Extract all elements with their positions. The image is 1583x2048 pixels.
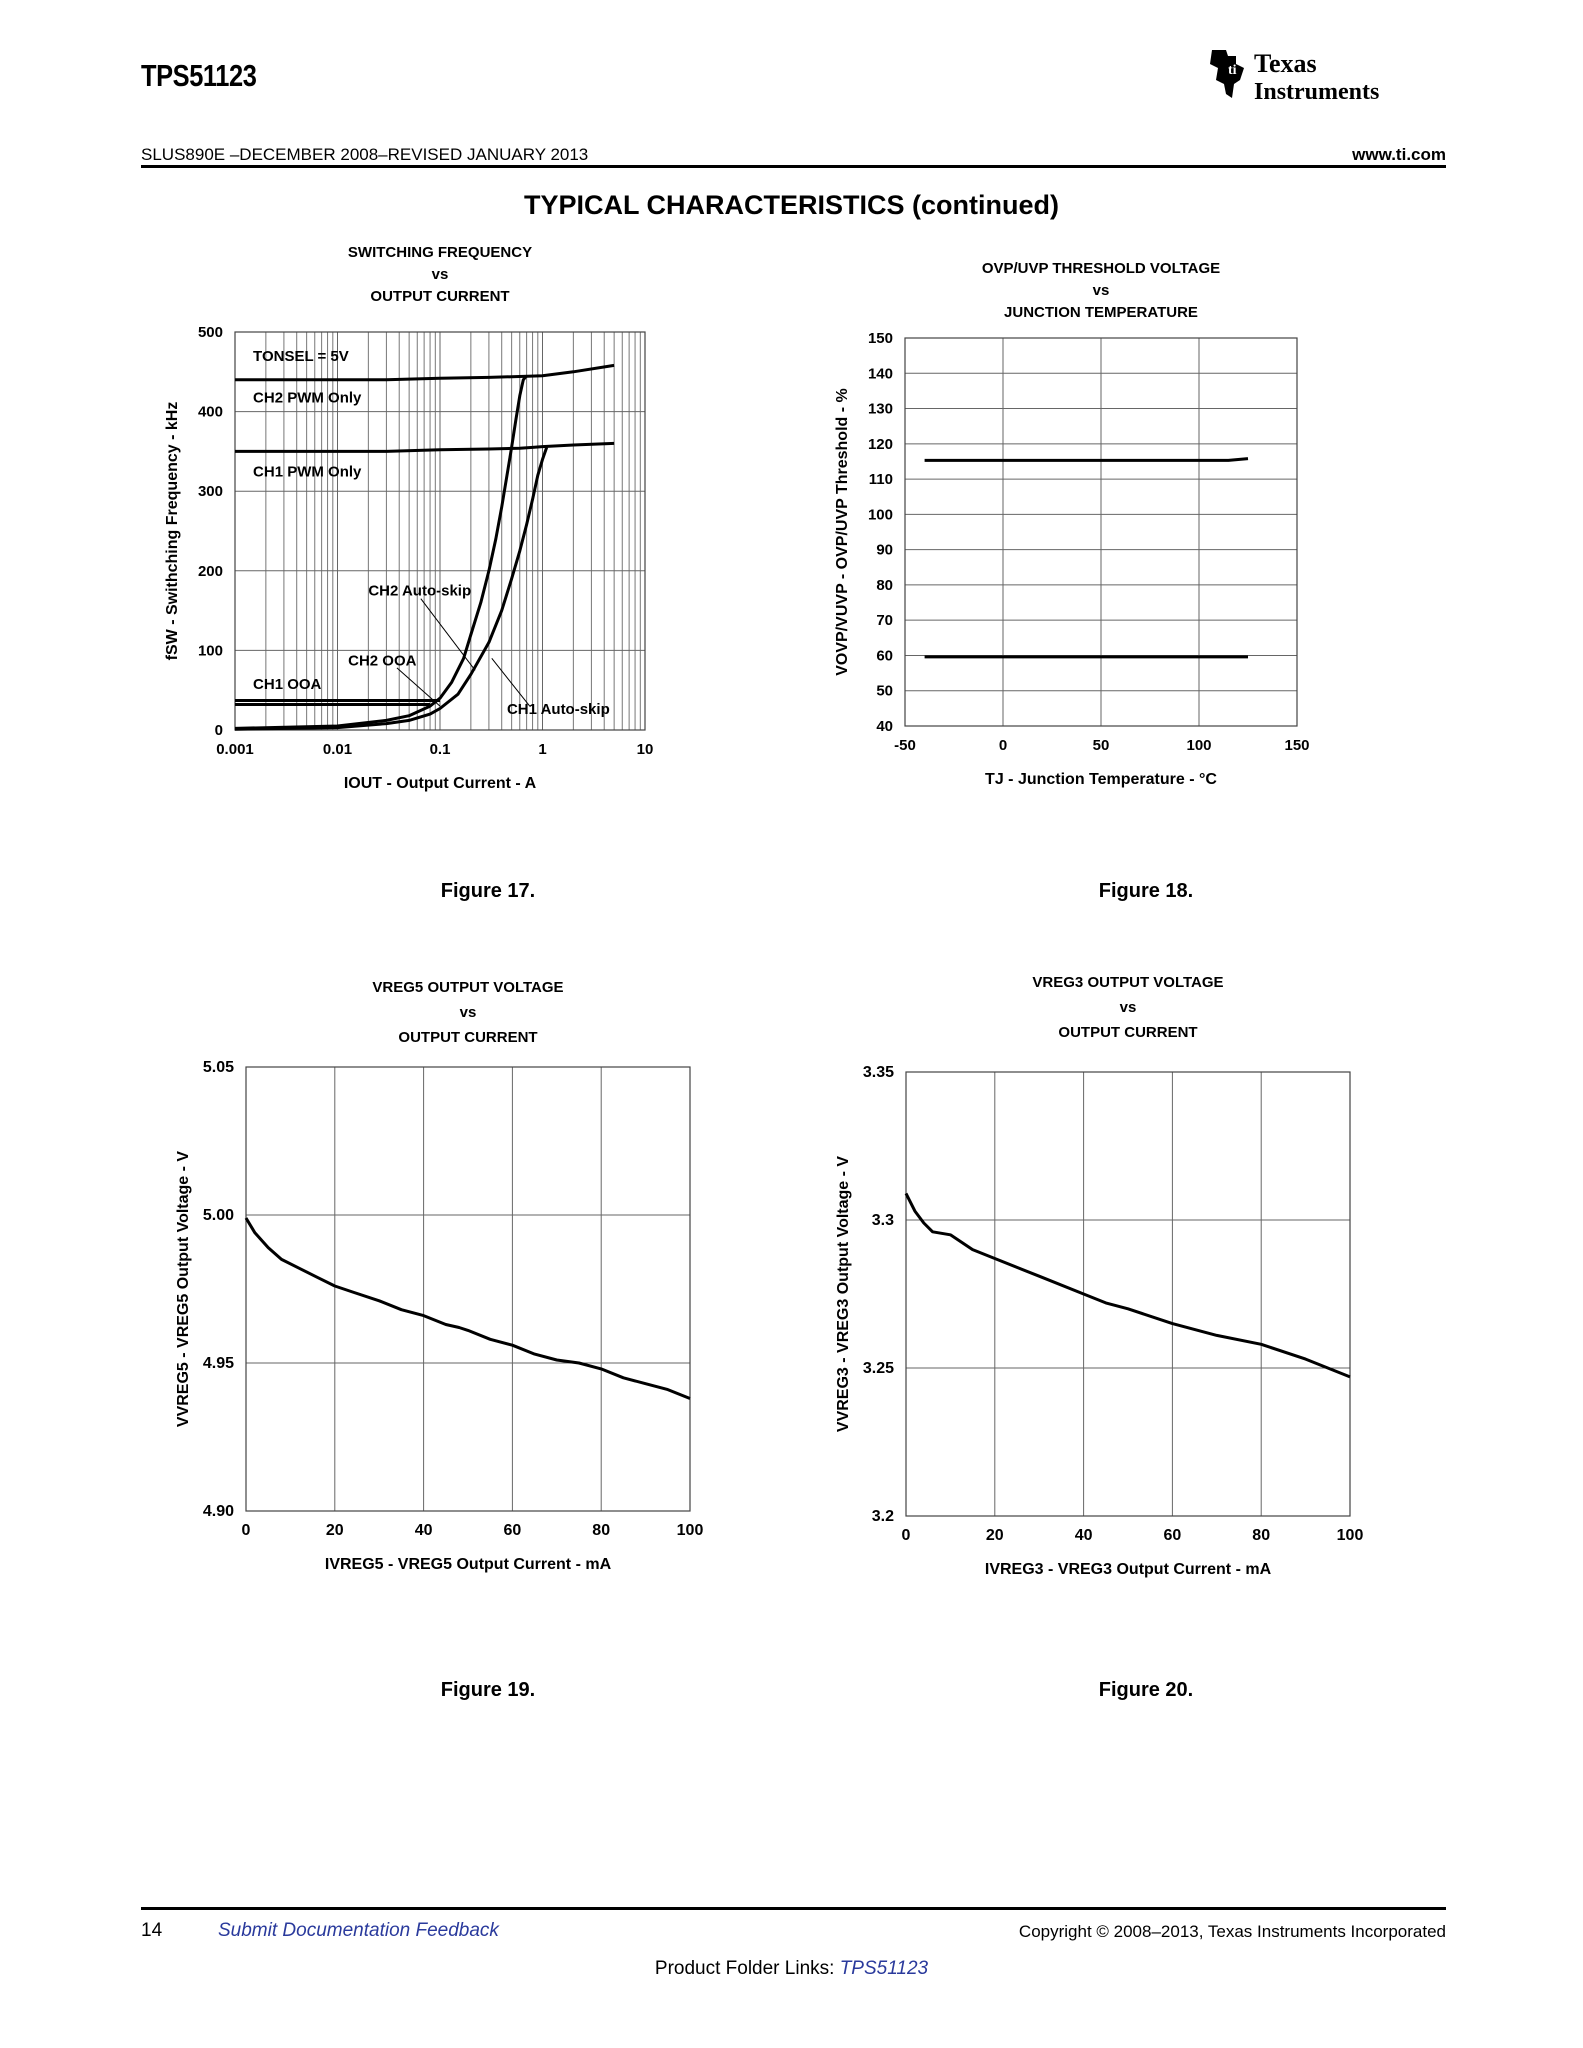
y-tick-label: 130	[867, 400, 893, 418]
y-tick-label: 40	[876, 718, 893, 735]
y-tick-label: 150	[867, 330, 893, 347]
document-reference: SLUS890E –DECEMBER 2008–REVISED JANUARY 2013	[141, 145, 589, 164]
y-tick-label: 80	[876, 576, 893, 594]
y-tick-label: 100	[197, 642, 223, 660]
chart-title-line: vs	[1119, 999, 1137, 1016]
y-tick-label: 50	[876, 682, 893, 700]
chart-title-line: SWITCHING FREQUENCY	[347, 244, 533, 261]
plot-frame	[906, 1072, 1350, 1516]
x-tick-label: 1	[538, 741, 547, 758]
y-tick-label: 140	[867, 365, 893, 383]
x-tick-label: 100	[1186, 737, 1212, 754]
x-tick-label: 0.01	[322, 741, 353, 758]
y-tick-label: 200	[197, 562, 223, 580]
chart-annotation: CH2 PWM Only	[253, 389, 362, 407]
product-folder-links	[0, 1958, 1583, 1980]
figure-caption-18: Figure 18.	[1098, 880, 1194, 902]
chart-title-line: OUTPUT CURRENT	[1058, 1024, 1198, 1041]
x-axis-label: TJ - Junction Temperature - °C	[985, 771, 1217, 788]
x-tick-label: 80	[592, 1522, 611, 1539]
x-tick-label: 10	[636, 741, 654, 758]
annotation-leader	[421, 599, 475, 671]
y-axis-label: VVREG5 - VREG5 Output Voltage - V	[175, 1150, 192, 1428]
x-tick-label: 40	[414, 1522, 433, 1539]
svg-text:ti: ti	[1228, 63, 1237, 78]
chart-vreg5-output-voltage	[160, 975, 720, 1595]
y-tick-label: 100	[867, 506, 893, 524]
chart-title-line: OUTPUT CURRENT	[370, 288, 510, 305]
x-tick-label: 20	[325, 1522, 344, 1539]
y-tick-label: 120	[867, 435, 893, 453]
chart-title-line: vs	[1092, 282, 1110, 299]
chart-title-line: VREG3 OUTPUT VOLTAGE	[1032, 974, 1224, 991]
y-tick-label: 3.2	[871, 1508, 894, 1525]
x-axis-label: IVREG3 - VREG3 Output Current - mA	[984, 1561, 1272, 1578]
chart-title-line: OUTPUT CURRENT	[398, 1029, 538, 1046]
y-tick-label: 4.90	[202, 1503, 234, 1520]
y-tick-label: 4.95	[202, 1355, 234, 1372]
header-divider	[141, 165, 1446, 168]
chart-title-line: JUNCTION TEMPERATURE	[1004, 304, 1198, 321]
annotation-leader	[492, 658, 530, 706]
y-tick-label: 110	[868, 471, 893, 489]
chart-annotation: CH2 OOA	[348, 652, 417, 670]
submit-feedback-link[interactable]: Submit Documentation Feedback	[218, 1920, 499, 1941]
series-line	[246, 1218, 690, 1399]
x-tick-label: 80	[1252, 1527, 1271, 1544]
x-tick-label: 0.001	[216, 741, 254, 758]
y-axis-label: VOVP/VUVP - OVP/UVP Threshold - %	[834, 388, 851, 676]
product-folder-link[interactable]: TPS51123	[839, 1958, 929, 1979]
chart-annotation: TONSEL = 5V	[253, 347, 349, 365]
x-tick-label: 150	[1284, 737, 1310, 754]
x-tick-label: 40	[1074, 1527, 1093, 1544]
x-tick-label: 0.1	[429, 741, 451, 758]
y-tick-label: 3.35	[862, 1064, 894, 1081]
chart-title-line: OVP/UVP THRESHOLD VOLTAGE	[981, 260, 1221, 277]
logo-line-2: Instruments	[1254, 79, 1380, 104]
y-tick-label: 500	[197, 324, 223, 341]
y-tick-label: 60	[876, 647, 893, 665]
folder-links-label: Product Folder Links:	[654, 1958, 835, 1979]
x-tick-label: 0	[901, 1527, 911, 1544]
figure-caption-17: Figure 17.	[440, 880, 536, 902]
plot-frame	[246, 1067, 690, 1511]
chart-title-line: vs	[459, 1004, 477, 1021]
chart-annotation: CH1 PWM Only	[253, 463, 362, 481]
figure-caption-20: Figure 20.	[1098, 1679, 1194, 1701]
footer-divider	[141, 1907, 1446, 1910]
section-title: TYPICAL CHARACTERISTICS (continued)	[524, 190, 1059, 220]
series-line	[906, 1193, 1350, 1377]
y-tick-label: 5.05	[202, 1059, 234, 1076]
x-tick-label: -50	[894, 737, 916, 754]
x-axis-label: IOUT - Output Current - A	[343, 775, 537, 792]
chart-title-line: VREG5 OUTPUT VOLTAGE	[372, 979, 564, 996]
y-tick-label: 3.3	[871, 1212, 894, 1229]
x-tick-label: 100	[1336, 1527, 1364, 1544]
document-part-number: TPS51123	[141, 58, 257, 93]
chart-annotation: CH1 OOA	[253, 675, 322, 693]
chart-switching-frequency	[160, 240, 680, 800]
logo-line-1: Texas	[1254, 49, 1317, 78]
x-tick-label: 60	[503, 1522, 522, 1539]
y-axis-label: fSW - Swithching Frequency - kHz	[164, 401, 181, 661]
chart-annotation: CH1 Auto-skip	[506, 700, 610, 718]
x-tick-label: 0	[998, 737, 1008, 754]
x-tick-label: 50	[1092, 737, 1110, 754]
chart-title-line: vs	[431, 266, 449, 283]
site-url-link[interactable]: www.ti.com	[1352, 145, 1446, 164]
x-tick-label: 100	[676, 1522, 704, 1539]
x-tick-label: 0	[241, 1522, 251, 1539]
chart-ovp-uvp-threshold	[820, 255, 1340, 800]
x-axis-label: IVREG5 - VREG5 Output Current - mA	[324, 1556, 612, 1573]
figure-caption-19: Figure 19.	[440, 1679, 536, 1701]
y-axis-label: VVREG3 - VREG3 Output Voltage - V	[835, 1155, 852, 1433]
y-tick-label: 0	[214, 722, 223, 739]
y-tick-label: 400	[197, 403, 223, 421]
chart-vreg3-output-voltage	[820, 970, 1380, 1595]
x-tick-label: 60	[1163, 1527, 1182, 1544]
ti-logo-icon	[1206, 44, 1446, 104]
page-number: 14	[141, 1920, 163, 1941]
y-tick-label: 300	[197, 483, 223, 501]
y-tick-label: 90	[876, 541, 893, 559]
chart-annotation: CH2 Auto-skip	[368, 582, 472, 600]
y-tick-label: 70	[876, 612, 893, 630]
ti-logo	[1206, 44, 1446, 104]
y-tick-label: 3.25	[862, 1360, 894, 1377]
y-tick-label: 5.00	[202, 1207, 234, 1224]
copyright-notice: Copyright © 2008–2013, Texas Instruments Incorporated	[1018, 1922, 1446, 1941]
x-tick-label: 20	[985, 1527, 1004, 1544]
